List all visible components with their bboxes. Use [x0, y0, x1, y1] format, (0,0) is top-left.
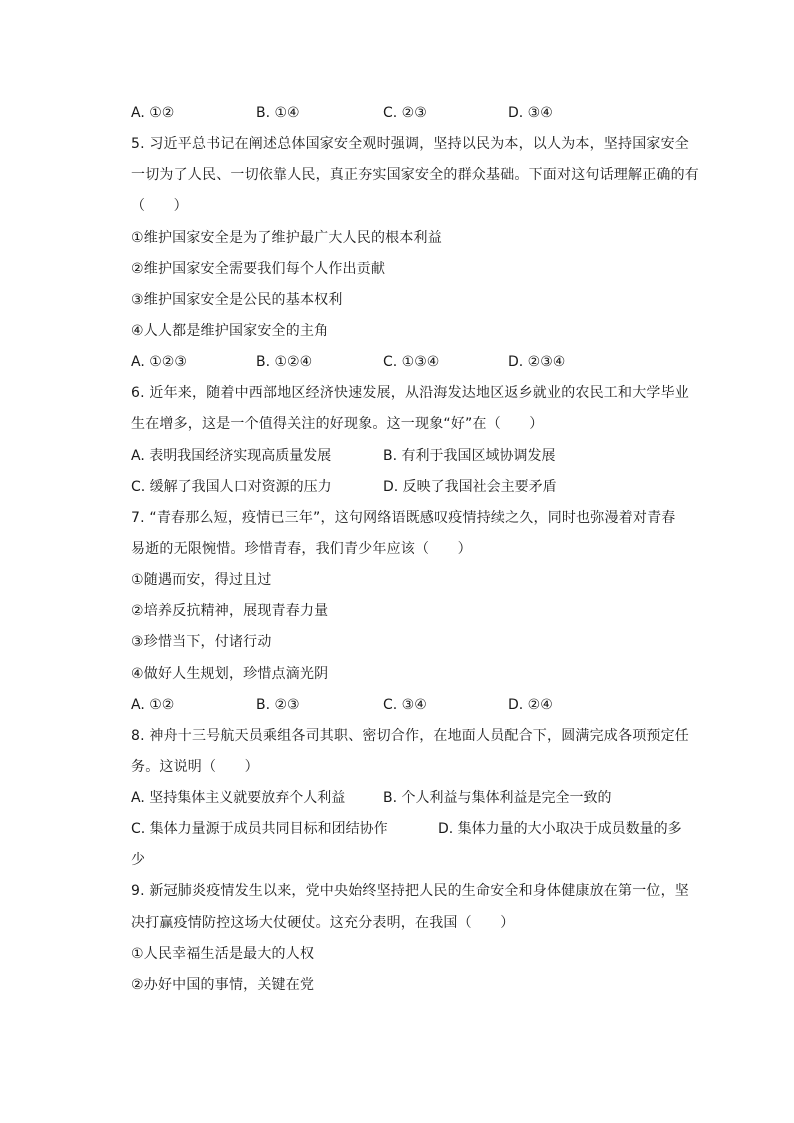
q4-option-c: C. ②③: [383, 105, 427, 121]
q8-option-c: C. 集体力量源于成员共同目标和团结协作: [131, 821, 388, 837]
q9-statement-1: ①人民幸福生活是最大的人权: [131, 946, 315, 962]
q8-option-d: D. 集体力量的大小取决于成员数量的多: [438, 821, 682, 837]
q5-option-b: B. ①②④: [256, 354, 313, 370]
q7-stem-line: 易逝的无限惋惜。珍惜青春，我们青少年应该（ ）: [131, 541, 472, 557]
q7-option-c: C. ③④: [383, 697, 427, 713]
q6-option-a: A. 表明我国经济实现高质量发展: [131, 448, 332, 464]
q6-option-d: D. 反映了我国社会主要矛盾: [383, 479, 557, 495]
q6-option-c: C. 缓解了我国人口对资源的压力: [131, 479, 332, 495]
q5-stem-line: 一切为了人民、一切依靠人民，真正夯实国家安全的群众基础。下面对这句话理解正确的有: [131, 167, 699, 183]
q5-stem-line: 5. 习近平总书记在阐述总体国家安全观时强调，坚持以民为本，以人为本，坚持国家安全: [131, 136, 690, 152]
q7-stem-line: 7. “青春那么短，疫情已三年”，这句网络语既感叹疫情持续之久，同时也弥漫着对青春: [131, 510, 676, 526]
q5-option-d: D. ②③④: [508, 354, 566, 370]
q4-option-b: B. ①④: [256, 105, 300, 121]
q4-option-a: A. ①②: [131, 105, 175, 121]
q5-statement-4: ④人人都是维护国家安全的主角: [131, 323, 329, 339]
q8-option-d-wrap: 少: [131, 852, 146, 868]
q7-option-a: A. ①②: [131, 697, 175, 713]
q5-statement-3: ③维护国家安全是公民的基本权利: [131, 292, 343, 308]
q5-stem-line: （ ）: [131, 198, 188, 214]
q9-stem-line: 决打赢疫情防控这场大仗硬仗。这充分表明，在我国（ ）: [131, 915, 515, 931]
q8-option-b: B. 个人利益与集体利益是完全一致的: [383, 790, 612, 806]
q5-statement-1: ①维护国家安全是为了维护最广大人民的根本利益: [131, 230, 442, 246]
q4-option-d: D. ③④: [508, 105, 553, 121]
q7-statement-4: ④做好人生规划，珍惜点滴光阴: [131, 666, 329, 682]
q8-stem-line: 务。这说明（ ）: [131, 759, 259, 775]
q7-statement-2: ②培养反抗精神，展现青春力量: [131, 603, 329, 619]
q7-statement-3: ③珍惜当下，付诸行动: [131, 634, 272, 650]
q6-stem-line: 6. 近年来，随着中西部地区经济快速发展，从沿海发达地区返乡就业的农民工和大学毕业: [131, 385, 690, 401]
q5-statement-2: ②维护国家安全需要我们每个人作出贡献: [131, 261, 386, 277]
q5-option-c: C. ①③④: [383, 354, 440, 370]
q8-stem-line: 8. 神舟十三号航天员乘组各司其职、密切合作，在地面人员配合下，圆满完成各项预定任: [131, 728, 690, 744]
q6-option-b: B. 有利于我国区域协调发展: [383, 448, 556, 464]
q9-stem-line: 9. 新冠肺炎疫情发生以来，党中央始终坚持把人民的生命安全和身体健康放在第一位，坚: [131, 883, 690, 899]
q9-statement-2: ②办好中国的事情，关键在党: [131, 977, 315, 993]
q8-option-a: A. 坚持集体主义就要放弃个人利益: [131, 790, 346, 806]
q7-option-d: D. ②④: [508, 697, 553, 713]
q6-stem-line: 生在增多，这是一个值得关注的好现象。这一现象“好”在（ ）: [131, 416, 544, 432]
q7-option-b: B. ②③: [256, 697, 300, 713]
q5-option-a: A. ①②③: [131, 354, 187, 370]
q7-statement-1: ①随遇而安，得过且过: [131, 572, 272, 588]
